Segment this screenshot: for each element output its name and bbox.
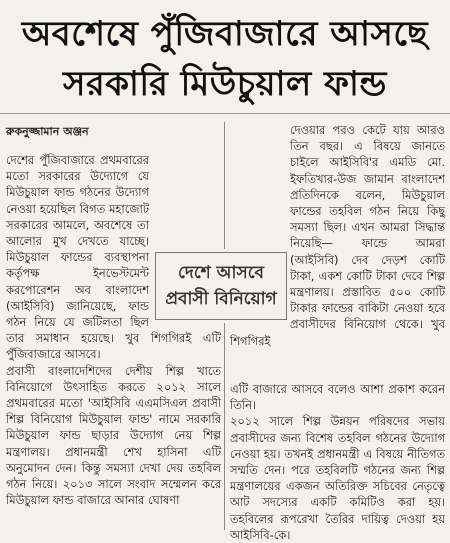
paragraph: এটি বাজারে আসবে বলেও আশা প্রকাশ করেন তিনি। (230, 382, 445, 413)
column-left (6, 152, 221, 508)
paragraph: দেশের পুঁজিবাজারে প্রথমবারের মতো সরকারের উদ্যোগে যে মিউচুয়াল ফান্ড গঠনের উদ্যোগ নেওয়া হয়েছিল বিগত মহাজোট সরকারের আমলে, অবশেষে তা আলোর মুখ দেখতে যাচ্ছে। মিউচুয়াল ফান্ডের ব্যবস্থাপনা কর্তৃপক্ষ ইনভেস্টমেন্ট করপোরেশন অব বাংলাদেশ (আইসিবি) জানিয়েছে, ফান্ড গঠন নিয়ে যে জটিলতা ছিল তার সমাধান হয়েছে। খুব শিগগিরই এটি পুঁজিবাজারে আসবে। (6, 153, 221, 362)
paragraph: ২০১২ সালে শিল্প উন্নয়ন পরিষদের সভায় প্রবাসীদের জন্য বিশেষ তহবিল গঠনের উদ্যোগ নেওয়া হয়। তখনই প্রধানমন্ত্রী এ বিষয়ে নীতিগত সম্মতি দেন। পরে তহবিলটি গঠনের জন্য শিল্প মন্ত্রণালয়ের একজন অতিরিক্ত সচিবের নেতৃত্বে আট সদস্যের একটি কমিটিও করা হয়। তহবিলের রূপরেখা তৈরির দায়িত্ব দেওয়া হয় আইসিবি-কে। (230, 414, 445, 542)
paragraph: প্রবাসী বাংলাদেশিদের দেশীয় শিল্প খাতে বিনিয়োগে উৎসাহিত করতে ২০১২ সালে প্রথমবারের মতো 'আইসিবি এএমসিএল প্রবাসী শিল্প বিনিয়োগ মিউচুয়াল ফান্ড' নামে সরকারি মিউচুয়াল ফান্ড ছাড়ার উদ্যোগ নেয় শিল্প মন্ত্রণালয়। প্রধানমন্ত্রী শেখ হাসিনা এটি অনুমোদন দেন। কিন্তু সমস্যা দেখা দেয় তহবিল গঠন নিয়ে। ২০১৩ সালে সংবাদ সম্মেলন করে মিউচুয়াল ফান্ড বাজারে আনার ঘোষণা (6, 363, 221, 508)
headline-rule (0, 113, 450, 114)
headline-line-2: সরকারি মিউচুয়াল ফান্ড (63, 64, 387, 104)
column-divider (224, 122, 225, 530)
byline: রুকনুজ্জামান অঞ্জন (6, 125, 89, 138)
paragraph: দেওয়ার পরও কেটে যায় আরও তিন বছর। এ বিষয়ে জানতে চাইলে আইসিবি'র এমডি মো. ইফতিখার-উজ জামান বাংলাদেশ প্রতিদিনকে বলেন, মিউচুয়াল ফান্ডের তহবিল গঠন নিয়ে কিছু সমস্যা ছিল। এখন আমরা সিদ্ধান্ত নিয়েছি— ফান্ডে আমরা (আইসিবি) দেব দেড়শ কোটি টাকা, একশ কোটি টাকা দেবে শিল্প মন্ত্রণালয়। প্রস্তাবিত ৫০০ কোটি টাকার ফান্ডের বাকিটা নেওয়া হবে প্রবাসীদের বিনিয়োগ থেকে। খুব শিগগিরই (230, 123, 445, 348)
pull-quote (155, 252, 287, 320)
pull-quote-line-2: প্রবাসী বিনিয়োগ (165, 289, 277, 309)
column-right-bottom (230, 381, 445, 543)
headline-line-1: অবশেষে পুঁজিবাজারে আসছে (21, 14, 429, 54)
pull-quote-line-1: দেশে আসবে (178, 263, 264, 283)
